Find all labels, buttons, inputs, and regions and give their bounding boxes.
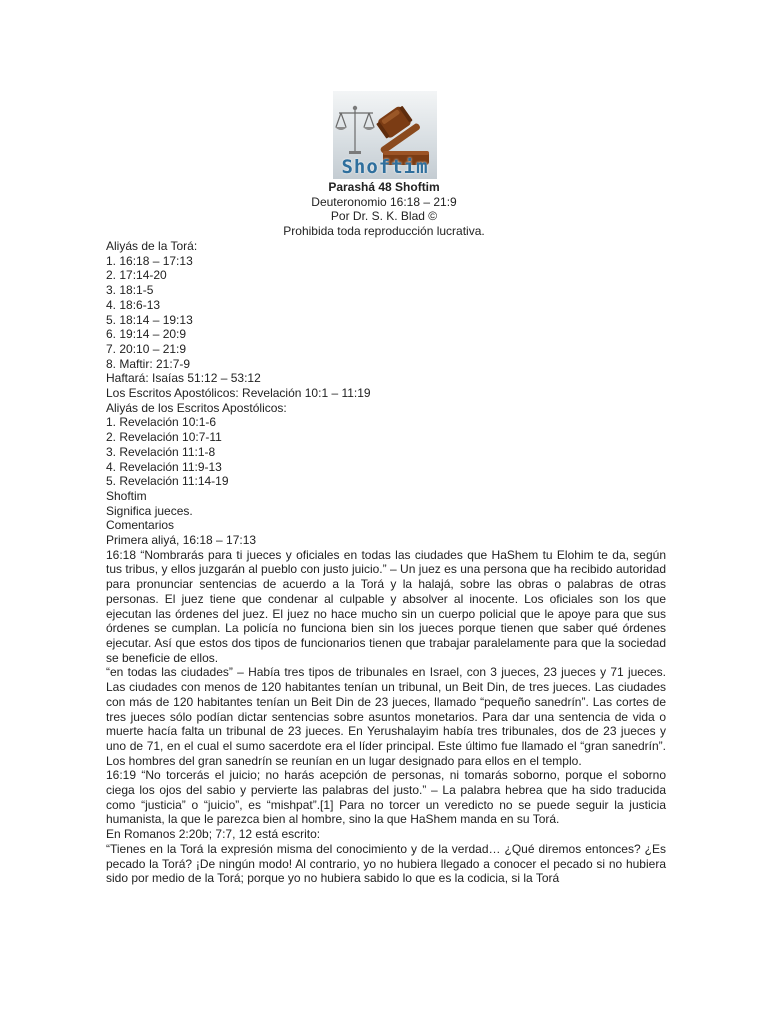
escritos-item: 5. Revelación 11:14-19: [106, 474, 229, 489]
escritos-item: 4. Revelación 11:9-13: [106, 459, 222, 474]
author-line: Por Dr. S. K. Blad ©: [330, 209, 438, 223]
escritos-line: Los Escritos Apostólicos: Revelación 10:1 – 11:19: [106, 386, 371, 401]
paragraph-16-19: 16:19 “No torcerás el juicio; no harás acepción de personas, ni tomarás soborno, porque el soborno ciega los ojos del sabio y pervierte las palabras del justo.” – La palabra hebrea que ha sido traducida como “justicia” o “juicio”, es “mishpat”.[1] Para no torcer un veredicto no se puede seguir la justicia humanista, la que le parezca bien al hombre, sino la que HaShem manda en su Torá.: [106, 768, 666, 827]
escritos-item: 1. Revelación 10:1-6: [106, 415, 217, 430]
romanos-line: En Romanos 2:20b; 7:7, 12 está escrito:: [106, 827, 321, 842]
aliya-item: 4. 18:6-13: [106, 297, 161, 312]
aliya-item: 1. 16:18 – 17:13: [106, 253, 193, 268]
copyright-notice: Prohibida toda reproducción lucrativa.: [283, 223, 485, 238]
meaning-line: Significa jueces.: [106, 503, 193, 518]
aliyot-escritos-heading: Aliyás de los Escritos Apostólicos:: [106, 400, 287, 415]
document-title: Parashá 48 Shoftim: [328, 180, 440, 194]
shoftim-logo: [333, 91, 437, 179]
scripture-reference: Deuteronomio 16:18 – 21:9: [311, 194, 457, 209]
escritos-item: 2. Revelación 10:7-11: [106, 430, 222, 445]
aliya-item: 7. 20:10 – 21:9: [106, 341, 187, 356]
document-body: [106, 239, 666, 886]
aliya-item: 6. 19:14 – 20:9: [106, 327, 187, 342]
aliyot-heading: Aliyás de la Torá:: [106, 239, 198, 253]
document-header: [0, 180, 768, 238]
aliya-item: 2. 17:14-20: [106, 268, 167, 283]
comentarios-heading: Comentarios: [106, 518, 175, 533]
primera-aliya-heading: Primera aliyá, 16:18 – 17:13: [106, 533, 257, 548]
haftara-line: Haftará: Isaías 51:12 – 53:12: [106, 371, 261, 386]
paragraph-romanos-quote: “Tienes en la Torá la expresión misma del conocimiento y de la verdad… ¿Qué diremos entonces? ¿Es pecado la Torá? ¡De ningún modo! Al contrario, yo no hubiera llegado a conocer el pecado si no hubiera sido por medio de la Torá; porque yo no hubiera sabido lo que es la codicia, si la Torá: [106, 841, 666, 886]
aliya-item: 3. 18:1-5: [106, 283, 154, 298]
shoftim-heading: Shoftim: [106, 488, 147, 503]
aliya-item: 8. Maftir: 21:7-9: [106, 356, 191, 371]
paragraph-16-18: 16:18 “Nombrarás para ti jueces y oficiales en todas las ciudades que HaShem tu Elohim te da, según tus tribus, y ellos juzgarán al pueblo con justo juicio.” – Un juez es una persona que ha recibido autoridad para pronunciar sentencias de acuerdo a la Torá y la halajá, sobre las obras o palabras de otras personas. El juez tiene que condenar al culpable y absolver al inocente. Los oficiales son los que ejecutan las órdenes del juez. El juez no hace mucho sin un cuerpo policial que le apoye para que sus órdenes se cumplan. La policía no funciona bien sin los jueces porque tienen que saber qué órdenes ejecutar. Así que estos dos tipos de funcionarios tienen que trabajar paralelamente para que la sociedad se beneficie de ellos.: [106, 547, 666, 665]
paragraph-ciudades: “en todas las ciudades” – Había tres tipos de tribunales en Israel, con 3 jueces, 23 jueces y 71 jueces. Las ciudades con menos de 120 habitantes tenían un tribunal, un Beit Din, de tres jueces. Las ciudades con más de 120 habitantes tenían un Beit Din de 23 jueces, llamado “pequeño sanedrín”. Las cortes de tres jueces sólo podían dictar sentencias sobre asuntos monetarios. Para dar una sentencia de vida o muerte hacía falta un tribunal de 23 jueces. En Yerushalayim había tres tribunales, dos de 23 jueces y uno de 71, en el cual el sumo sacerdote era el líder principal. Este último fue llamado el “gran sanedrín”. Los hombres del gran sanedrín se reunían en un lugar designado para ellos en el templo.: [106, 665, 666, 768]
escritos-item: 3. Revelación 11:1-8: [106, 444, 216, 459]
aliya-item: 5. 18:14 – 19:13: [106, 312, 193, 327]
logo-text: Shoftim: [341, 156, 429, 178]
